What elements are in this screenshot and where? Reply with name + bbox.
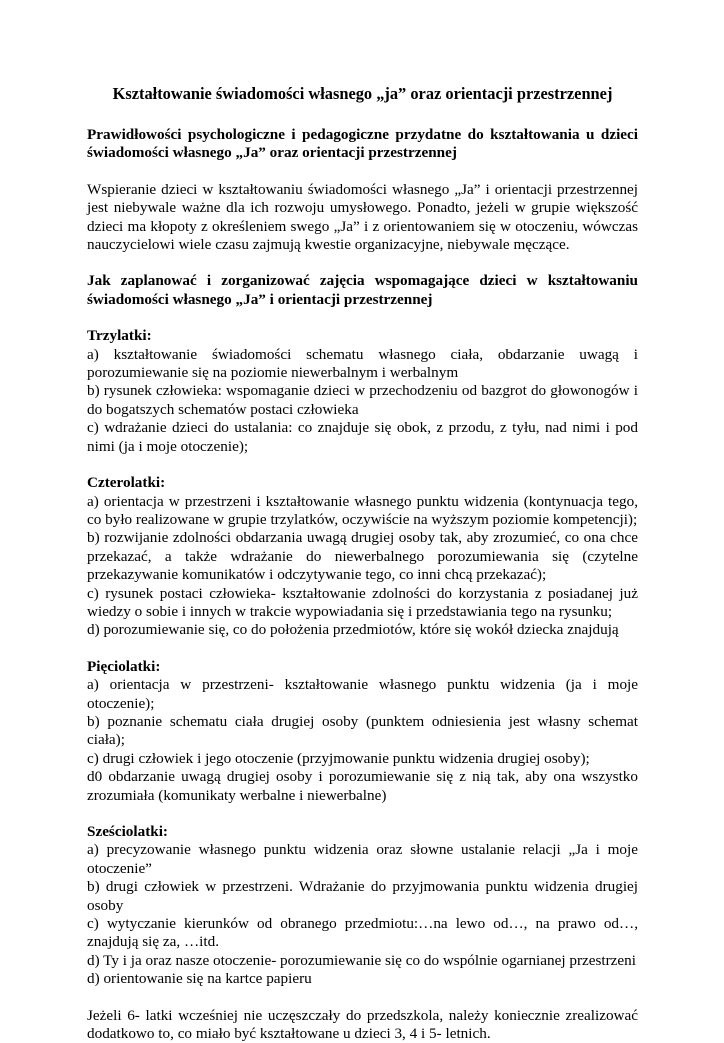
list-item: b) drugi człowiek w przestrzeni. Wdrażanie do przyjmowania punktu widzenia drugiej osoby xyxy=(87,878,638,914)
document-title: Kształtowanie świadomości własnego „ja” oraz orientacji przestrzennej xyxy=(112,84,613,103)
section-three-year-olds xyxy=(87,327,638,456)
heading-planning: Jak zaplanować i zorganizować zajęcia wspomagające dzieci w kształtowaniu świadomości własnego „Ja” i orientacji przestrzennej xyxy=(87,272,638,308)
section-five-year-olds xyxy=(87,658,638,805)
item-list xyxy=(87,676,638,805)
list-item: b) rozwijanie zdolności obdarzania uwagą drugiej osoby tak, aby zrozumieć, co ona chce przekazać, a także wdrażanie do niewerbalnego porozumiewania się (czytelne przekazywanie komunikatów i odczytywanie tego, co inni chcą przekazać); xyxy=(87,529,638,584)
list-item: a) orientacja w przestrzeni- kształtowanie własnego punktu widzenia (ja i moje otoczenie); xyxy=(87,676,638,712)
list-item: d) porozumiewanie się, co do położenia przedmiotów, które się wokół dziecka znajdują xyxy=(87,621,619,639)
list-item: b) poznanie schematu ciała drugiej osoby (punktem odniesienia jest własny schemat ciała); xyxy=(87,712,638,749)
item-list xyxy=(87,841,638,988)
item-list xyxy=(87,346,638,456)
item-list xyxy=(87,493,638,640)
list-item: c) rysunek postaci człowieka- kształtowanie zdolności do korzystania z posiadanej już wiedzy o sobie i innych w trakcie wypowiadania się i przedstawiania tego na rysunku; xyxy=(87,584,638,620)
heading-psychological-rules: Prawidłowości psychologiczne i pedagogiczne przydatne do kształtowania u dzieci świadomości własnego „Ja” oraz orientacji przestrzennej xyxy=(87,126,638,162)
list-item: d) Ty i ja oraz nasze otoczenie- porozumiewanie się co do wspólnie ogarnianej przestrzeni xyxy=(87,951,636,969)
final-paragraph: Jeżeli 6- latki wcześniej nie uczęszczały do przedszkola, należy koniecznie zrealizować dodatkowo to, co miało być kształtowane u dzieci 3, 4 i 5- letnich. xyxy=(87,1006,638,1043)
list-item: c) drugi człowiek i jego otoczenie (przyjmowanie punktu widzenia drugiej osoby); xyxy=(87,749,590,767)
section-title: Sześciolatki: xyxy=(87,823,168,840)
section-six-year-olds xyxy=(87,823,638,989)
intro-paragraph: Wspieranie dzieci w kształtowaniu świadomości własnego „Ja” i orientacji przestrzennej jest niebywale ważne dla ich rozwoju umysłowego. Ponadto, jeżeli w grupie większość dzieci ma kłopoty z określeniem swego „Ja” i z orientowaniem się w otoczeniu, wówczas nauczycielowi wiele czasu zajmują kwestie organizacyjne, niebywale męczące. xyxy=(87,180,638,254)
list-item: a) precyzowanie własnego punktu widzenia oraz słowne ustalanie relacji „Ja i moje otoczenie” xyxy=(87,841,638,877)
section-title: Czterolatki: xyxy=(87,474,166,492)
list-item: c) wytyczanie kierunków od obranego przedmiotu:…na lewo od…, na prawo od…, znajdują się za, …itd. xyxy=(87,915,638,951)
list-item: b) rysunek człowieka: wspomaganie dzieci w przechodzeniu od bazgrot do głowonogów i do bogatszych schematów postaci człowieka xyxy=(87,382,638,418)
list-item: d0 obdarzanie uwagą drugiej osoby i porozumiewanie się z nią tak, aby ona wszystko zrozumiała (komunikaty werbalne i niewerbalne) xyxy=(87,768,638,804)
section-title: Trzylatki: xyxy=(87,327,152,345)
list-item: a) kształtowanie świadomości schematu własnego ciała, obdarzanie uwagą i porozumiewanie się na poziomie niewerbalnym i werbalnym xyxy=(87,345,638,382)
list-item: c) wdrażanie dzieci do ustalania: co znajduje się obok, z przodu, z tyłu, nad nimi i pod nimi (ja i moje otoczenie); xyxy=(87,419,638,455)
section-title: Pięciolatki: xyxy=(87,657,161,675)
list-item: d) orientowanie się na kartce papieru xyxy=(87,970,312,988)
section-four-year-olds xyxy=(87,474,638,640)
list-item: a) orientacja w przestrzeni i kształtowanie własnego punktu widzenia (kontynuacja tego, co było realizowane w grupie trzylatków, oczywiście na wyższym poziomie kompetencji); xyxy=(87,492,638,528)
